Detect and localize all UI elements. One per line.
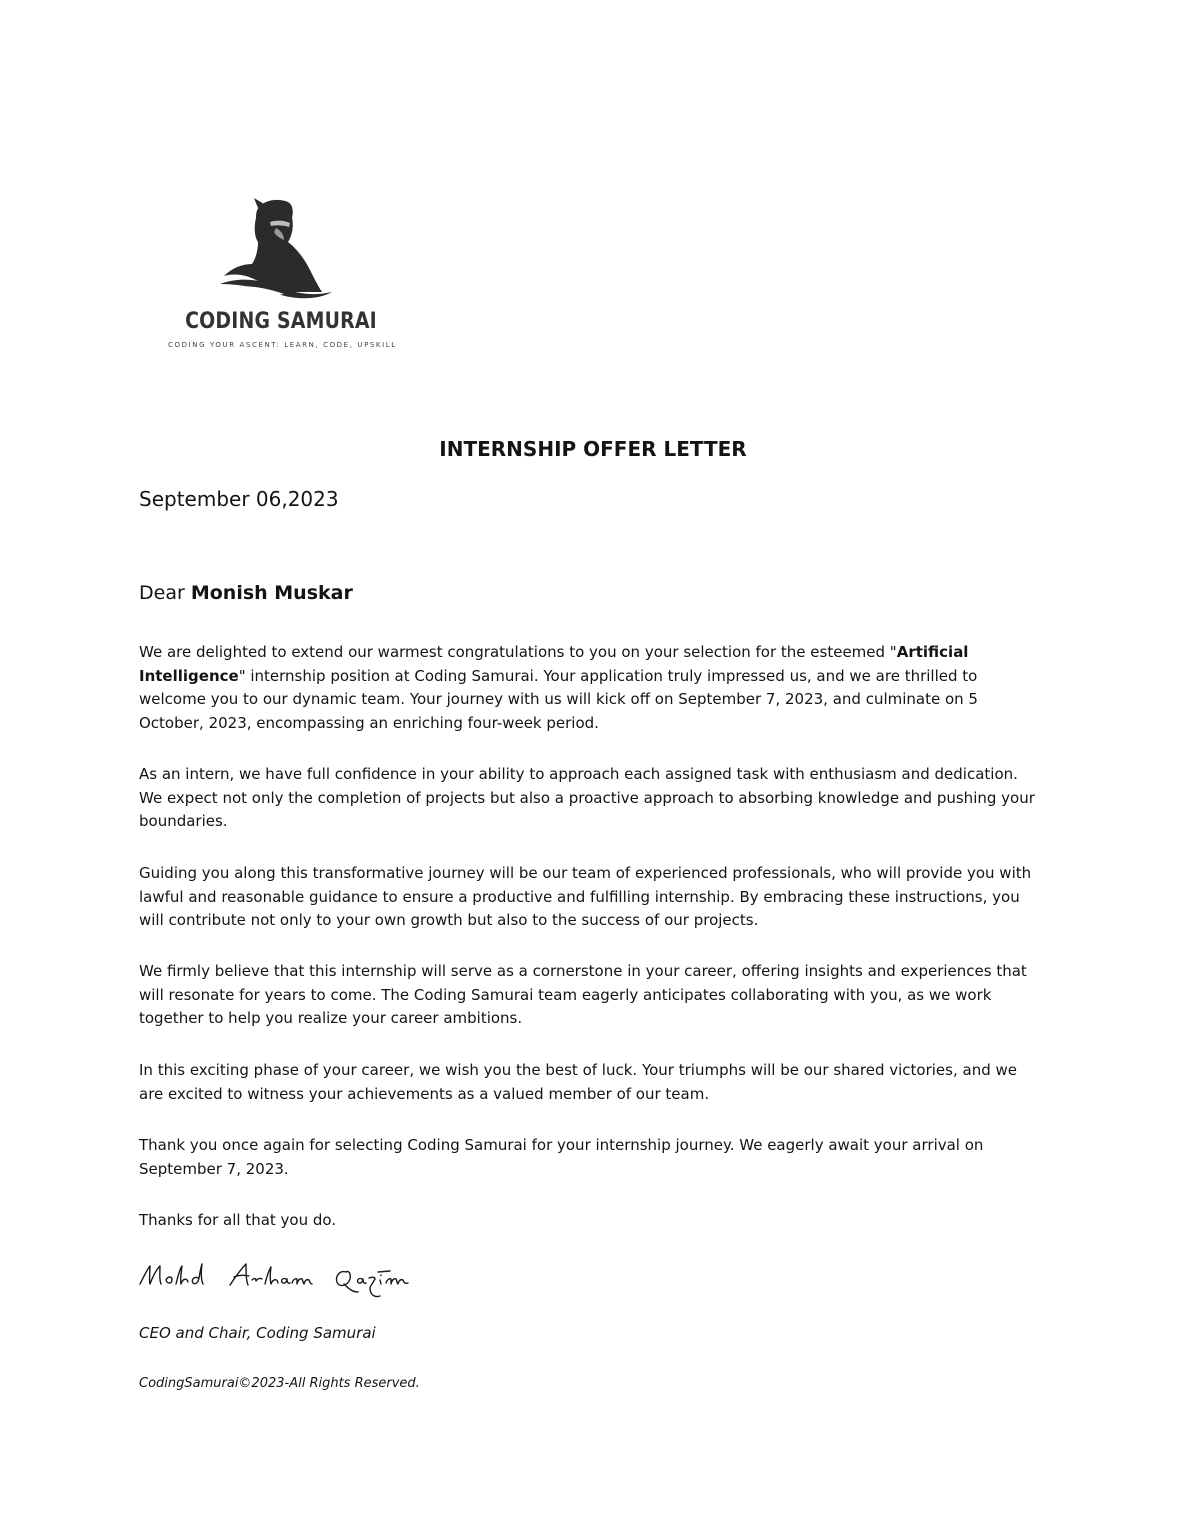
paragraph-guidance: Guiding you along this transformative journey will be our team of experienced professionals, who will provide you with lawful and reasonable guidance to ensure a productive and fulfilling internship. By embracing these instructions, you will contribute not only to your own growth but also to the success of our projects. (139, 864, 1032, 929)
handwritten-signature (138, 1258, 468, 1300)
paragraph-thanks: Thank you once again for selecting Coding Samurai for your internship journey. We eagerly await your arrival on September 7, 2023. (139, 1136, 984, 1178)
samurai-silhouette-icon (218, 196, 338, 300)
paragraph-selection (139, 641, 1044, 735)
recipient-name: Monish Muskar (190, 582, 353, 604)
salutation-prefix: Dear (139, 582, 191, 604)
company-logo (168, 196, 397, 360)
letter-title: INTERNSHIP OFFER LETTER (439, 437, 747, 461)
closing-line: Thanks for all that you do. (139, 1211, 337, 1229)
logo-tagline: CODING YOUR ASCENT: LEARN, CODE, UPSKILL (168, 341, 397, 349)
salutation (139, 582, 353, 604)
paragraph-selection-intro: We are delighted to extend our warmest congratulations to you on your selection for the esteemed " (139, 643, 897, 661)
paragraph-career: We firmly believe that this internship will serve as a cornerstone in your career, offering insights and experiences that will resonate for years to come. The Coding Samurai team eagerly anticipates collaborating with you, as we work together to help you realize your career ambitions. (139, 962, 1027, 1027)
paragraph-expectations: As an intern, we have full confidence in your ability to approach each assigned task with enthusiasm and dedication. We expect not only the completion of projects but also a proactive approach to absorbing knowledge and pushing your boundaries. (139, 765, 1035, 830)
logo-wordmark: CODING SAMURAI (185, 309, 377, 334)
paragraph-wishes: In this exciting phase of your career, we wish you the best of luck. Your triumphs will be our shared victories, and we are excited to witness your achievements as a valued member of our team. (139, 1061, 1017, 1103)
letter-date: September 06,2023 (139, 487, 339, 511)
internship-role: Artificial Intelligence (139, 643, 969, 685)
copyright-notice: CodingSamurai©2023-All Rights Reserved. (139, 1376, 420, 1391)
signatory-title: CEO and Chair, Coding Samurai (139, 1324, 376, 1342)
paragraph-selection-rest: " internship position at Coding Samurai. Your application truly impressed us, and we are thrilled to welcome you to our dynamic team. Your journey with us will kick off on September 7, 2023, and culminate on 5 October, 2023, encompassing an enriching four-week period. (139, 666, 978, 732)
